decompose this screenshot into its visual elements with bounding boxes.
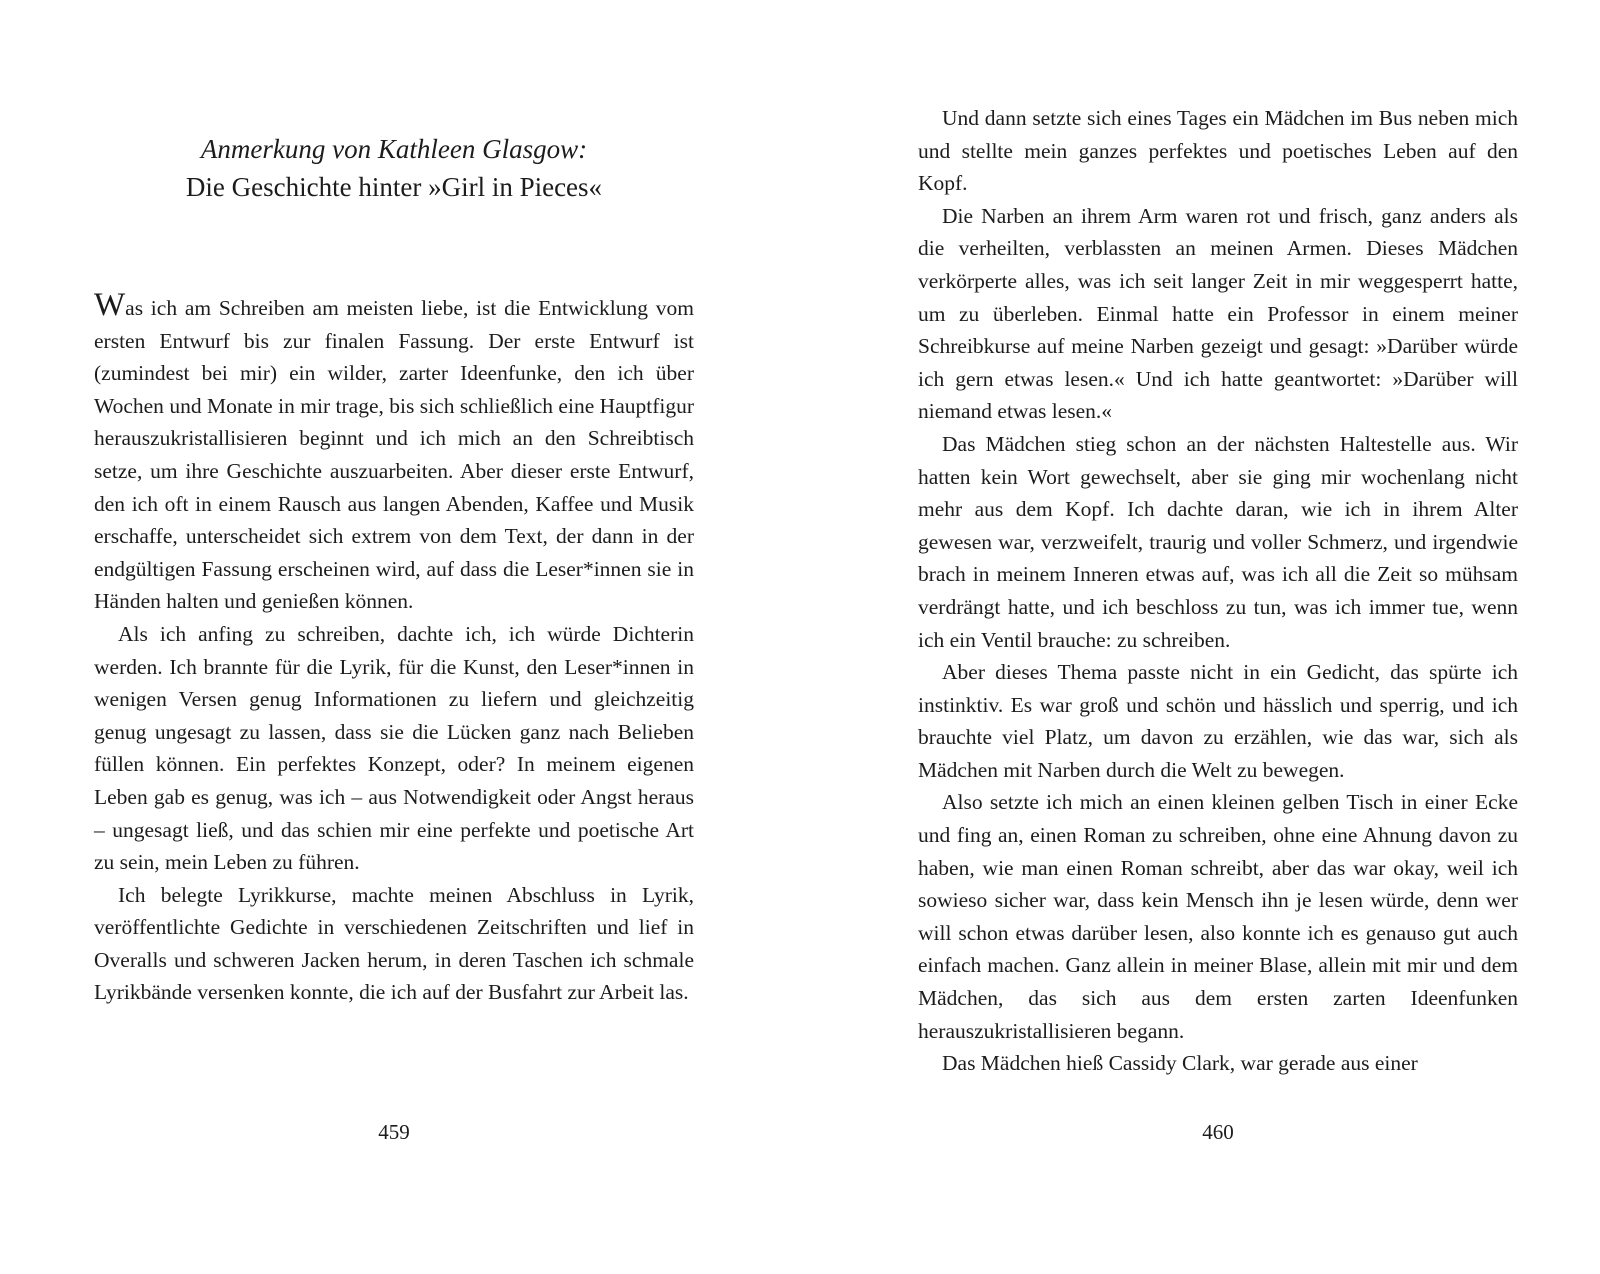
- paragraph: Also setzte ich mich an einen kleinen gelben Tisch in einer Ecke und fing an, einen Roman zu schreiben, ohne eine Ahnung davon zu haben, wie man einen Roman schreibt, aber das war okay, weil ich sowieso sicher war, dass kein Mensch ihn je lesen würde, denn wer will schon etwas darüber lesen, also konnte ich es genauso gut auch einfach machen. Ganz allein in meiner Blase, allein mit mir und dem Mädchen, das sich aus dem ersten zarten Ideenfunken herauszukristallisieren begann.: [918, 790, 1518, 1043]
- paragraph: Die Narben an ihrem Arm waren rot und frisch, ganz anders als die verheilten, verblassten an meinen Armen. Dieses Mädchen verkörperte alles, was ich seit langer Zeit in mir weggesperrt hatte, um zu überleben. Einmal hatte ein Professor in einem meiner Schreibkurse auf meine Narben gezeigt und gesagt: »Darüber würde ich gern etwas lesen.« Und ich hatte geantwortet: »Darüber will niemand etwas lesen.«: [918, 203, 1518, 424]
- paragraph: Aber dieses Thema passte nicht in ein Gedicht, das spürte ich instinktiv. Es war groß und schön und hässlich und sperrig, und ich brauchte viel Platz, um davon zu erzählen, wie das war, sich als Mädchen mit Narben durch die Welt zu bewegen.: [918, 660, 1518, 782]
- chapter-heading: [94, 130, 694, 206]
- page-number: 459: [378, 1120, 410, 1144]
- left-body-text: [94, 287, 694, 1009]
- heading-title: Die Geschichte hinter »Girl in Pieces«: [185, 172, 603, 202]
- initial-letter: W: [94, 287, 126, 323]
- paragraph: Als ich anfing zu schreiben, dachte ich, ich würde Dichterin werden. Ich brannte für die Lyrik, für die Kunst, den Leser*innen in wenigen Versen genug Informationen zu liefern und gleichzeitig genug ungesagt zu lassen, dass sie die Lücken ganz nach Belieben füllen können. Ein perfektes Konzept, oder? In meinem eigenen Leben gab es genug, was ich – aus Notwendigkeit oder Angst heraus – ungesagt ließ, und das schien mir eine perfekte und poetische Art zu sein, mein Leben zu führen.: [94, 621, 694, 875]
- page-number: 460: [1202, 1120, 1234, 1144]
- right-page: [918, 0, 1518, 1274]
- paragraph-text: as ich am Schreiben am meisten liebe, ist die Entwicklung vom ersten Entwurf bis zur finalen Fassung. Der erste Entwurf ist (zumindest bei mir) ein wilder, zarter Ideenfunke, den ich über Wochen und Monate in mir trage, bis sich schließlich eine Hauptfigur herauszukristallisieren beginnt und ich mich an den Schreibtisch setze, um ihre Geschichte auszuarbeiten. Aber dieser erste Entwurf, den ich oft in einem Rausch aus langen Abenden, Kaffee und Musik erschaffe, unterscheidet sich extrem von dem Text, der dann in der endgültigen Fassung erscheinen wird, auf dass die Leser*innen sie in Händen halten und genießen können.: [94, 296, 694, 614]
- right-body-text: [918, 102, 1518, 1080]
- paragraph: Und dann setzte sich eines Tages ein Mädchen im Bus neben mich und stellte mein ganzes perfektes und poetisches Leben auf den Kopf.: [918, 106, 1518, 196]
- left-page: [94, 0, 694, 1274]
- paragraph: Ich belegte Lyrikkurse, machte meinen Abschluss in Lyrik, veröffentlichte Gedichte in verschiedenen Zeitschriften und lief in Overalls und schweren Jacken herum, in deren Taschen ich schmale Lyrikbände versenken konnte, die ich auf der Busfahrt zur Arbeit las.: [94, 882, 694, 1005]
- heading-author-note: Anmerkung von Kathleen Glasgow:: [200, 134, 588, 164]
- paragraph: Das Mädchen hieß Cassidy Clark, war gerade aus einer: [942, 1051, 1418, 1076]
- paragraph: Das Mädchen stieg schon an der nächsten Haltestelle aus. Wir hatten kein Wort gewechselt, aber sie ging mir wochenlang nicht mehr aus dem Kopf. Ich dachte daran, wie ich in ihrem Alter gewesen war, verzweifelt, traurig und voller Schmerz, und irgendwie brach in meinem Inneren etwas auf, was ich all die Zeit so mühsam verdrängt hatte, und ich beschloss zu tun, was ich immer tue, wenn ich ein Ventil brauche: zu schreiben.: [918, 431, 1518, 652]
- paragraph: [94, 287, 694, 618]
